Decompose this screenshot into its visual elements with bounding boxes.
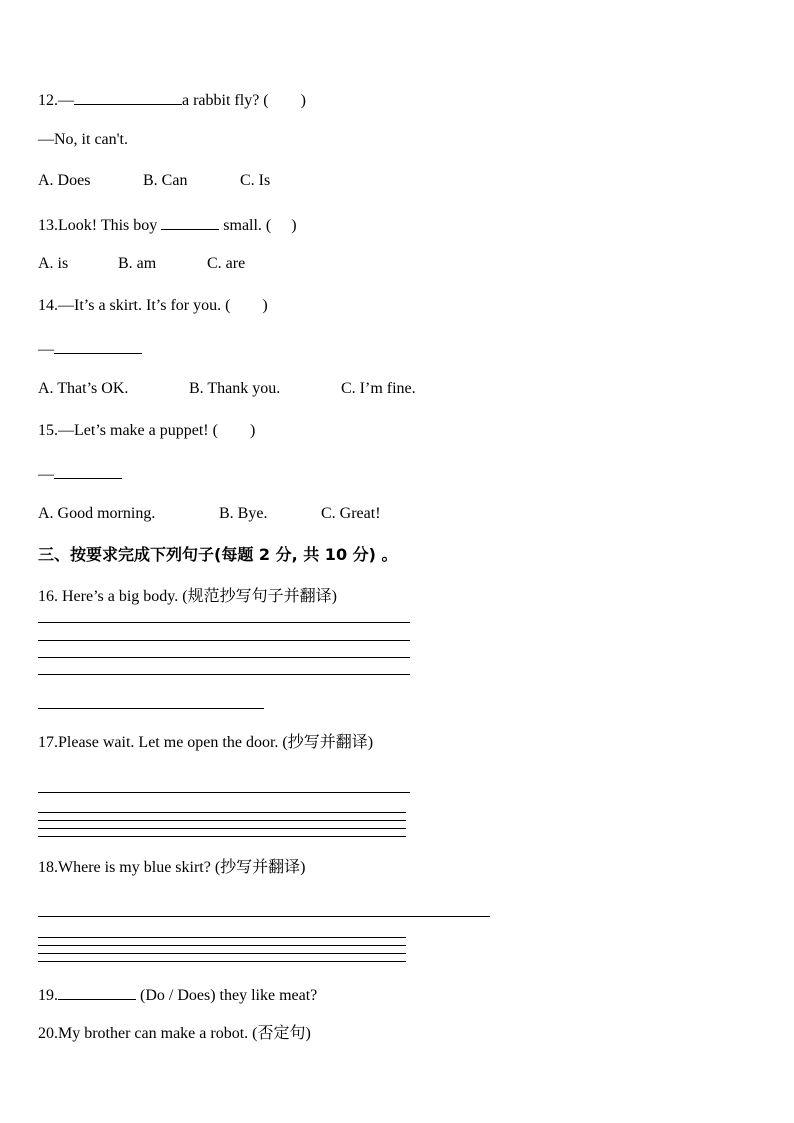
q14-option-b[interactable]: B. Thank you.: [189, 380, 281, 397]
q15-answer-blank[interactable]: [54, 462, 122, 479]
q14-options: [38, 379, 416, 399]
q19-line: [38, 983, 317, 1006]
q12-prefix: 12.—: [38, 92, 74, 109]
q13-options: [38, 254, 245, 274]
q15-question: 15.—Let’s make a puppet! ( ): [38, 422, 256, 439]
q15-option-c[interactable]: C. Great!: [321, 505, 381, 522]
q18-writing-line[interactable]: [38, 945, 406, 946]
q19-suffix: (Do / Does) they like meat?: [136, 987, 318, 1004]
q18-writing-line[interactable]: [38, 961, 406, 962]
q13-option-c[interactable]: C. are: [207, 255, 246, 272]
q19-prefix: 19.: [38, 987, 58, 1004]
q15-answer-line: [38, 462, 122, 485]
q17-writing-line[interactable]: [38, 792, 410, 793]
q13-line: [38, 213, 297, 236]
q13-suffix: small. ( ): [219, 217, 297, 234]
q18-question: 18.Where is my blue skirt? (抄写并翻译): [38, 859, 306, 876]
q12-option-a[interactable]: A. Does: [38, 172, 91, 189]
section3-heading: 三、按要求完成下列句子(每题 2 分, 共 10 分) 。: [38, 545, 398, 564]
q14-answer-prefix: —: [38, 341, 54, 358]
q16-translation-line[interactable]: [38, 708, 264, 709]
q14-option-a[interactable]: A. That’s OK.: [38, 380, 129, 397]
q17-writing-line[interactable]: [38, 828, 406, 829]
q14-answer-line: [38, 337, 142, 360]
q17-writing-line[interactable]: [38, 820, 406, 821]
q14-option-c[interactable]: C. I’m fine.: [341, 380, 416, 397]
q14-answer-blank[interactable]: [54, 337, 142, 354]
q16-question: 16. Here’s a big body. (规范抄写句子并翻译): [38, 588, 337, 605]
q12-option-c[interactable]: C. Is: [240, 172, 271, 189]
q15-option-a[interactable]: A. Good morning.: [38, 505, 156, 522]
q12-option-b[interactable]: B. Can: [143, 172, 188, 189]
q18-writing-line[interactable]: [38, 953, 406, 954]
q17-writing-line[interactable]: [38, 812, 406, 813]
q17-writing-line[interactable]: [38, 836, 406, 837]
q12-answer: —No, it can't.: [38, 131, 128, 148]
q16-writing-line[interactable]: [38, 622, 410, 623]
q12-options: [38, 171, 270, 191]
q12-suffix: a rabbit fly? ( ): [182, 92, 306, 109]
q16-writing-line[interactable]: [38, 640, 410, 641]
q17-question: 17.Please wait. Let me open the door. (抄写并翻译): [38, 734, 374, 751]
q15-options: [38, 504, 381, 524]
q12-line: [38, 88, 306, 111]
q18-writing-line[interactable]: [38, 916, 490, 917]
q12-blank[interactable]: [74, 88, 182, 105]
q16-writing-line[interactable]: [38, 674, 410, 675]
q14-question: 14.—It’s a skirt. It’s for you. ( ): [38, 297, 268, 314]
q13-prefix: 13.Look! This boy: [38, 217, 162, 234]
q18-writing-line[interactable]: [38, 937, 406, 938]
q15-option-b[interactable]: B. Bye.: [219, 505, 268, 522]
q13-option-b[interactable]: B. am: [118, 255, 157, 272]
q13-blank[interactable]: [161, 213, 219, 230]
q20-question: 20.My brother can make a robot. (否定句): [38, 1025, 311, 1042]
q13-option-a[interactable]: A. is: [38, 255, 69, 272]
q16-writing-line[interactable]: [38, 657, 410, 658]
q15-answer-prefix: —: [38, 466, 54, 483]
q19-blank[interactable]: [58, 983, 136, 1000]
